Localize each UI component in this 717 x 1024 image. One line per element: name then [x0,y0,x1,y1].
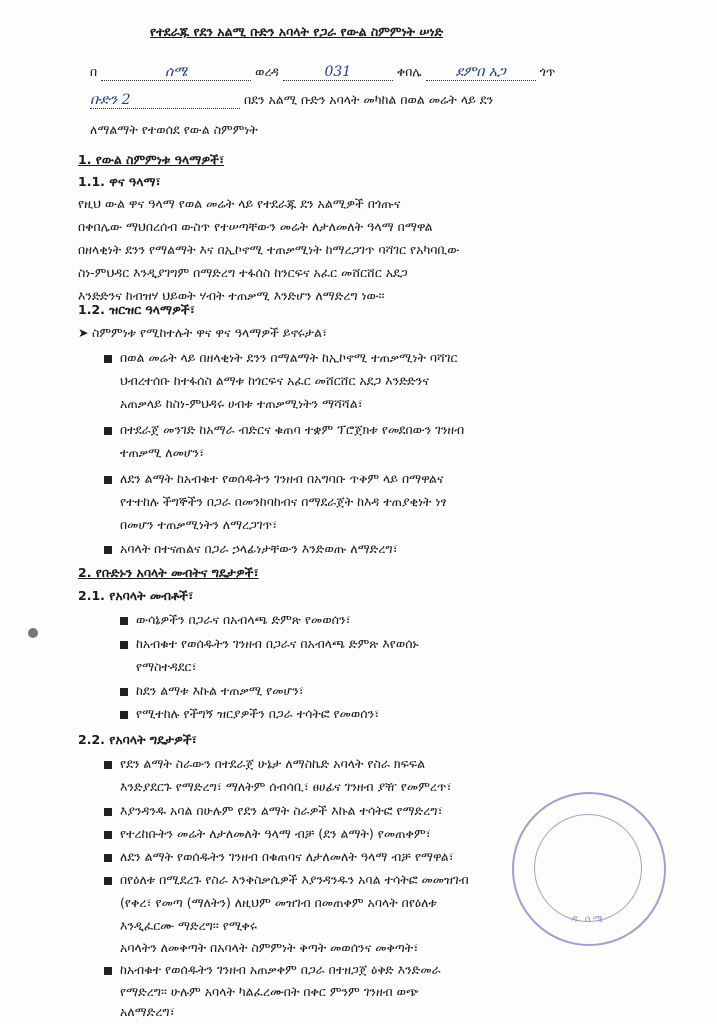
section-1-1-line: ስነ-ምህዳር እንዲያገግም በማድረግ ተፋሰስ ከንርፍና አፈር መሸርሸር አደጋ [78,265,408,280]
list-item: የደን ልማት ስራውን በተደራጀ ሁኔታ ለማስኬድ አባላት የስራ ክፍፍል [104,756,704,772]
section-1-1-heading: 1.1. ዋና ዓላማ፣ [78,174,161,189]
stamp-text: ዳ ሰሜ [571,914,605,925]
bullet-icon [120,641,128,649]
list-item: የተረከቡትን መሬት ለታለመለት ዓላማ ብቻ (ደን ልማት) የመጠቀም፣ [104,826,704,842]
list-item: እያንዳንዱ አባል በሁሉም የደን ልማት ስራዎች እኩል ተሳትፎ የማድረግ፣ [104,803,704,819]
section-1-1-line: በዘላቂነት ደንን የማልማት እና በኢኮኖሚ ተጠቃሚነት ከማረጋገጥ ባሻገር የአካባቢው [78,242,460,257]
bullet-icon [104,546,112,554]
header-prefix: በ [90,64,98,79]
bullet-icon [104,808,112,816]
list-item-continuation: አለማድረግ፣ [120,1004,175,1019]
section-2-1-heading: 2.1. የአባላት መብቶች፣ [78,588,194,603]
arrow-bullet-icon: ➤ [78,325,89,340]
document-title: የተደራጁ የደን አልሚ ቡድን አባላት የጋራ የውል ስምምነት ሠነድ [150,24,444,39]
section-1-2-heading: 1.2. ዝርዝር ዓላማዎች፣ [78,302,195,317]
bullet-icon [104,877,112,885]
list-item: በየዕለቱ በሚደረጉ የስራ እንቅስቃሴዎች እያንዳንዱን አባል ተሳትፎ መመዝገብ [104,872,704,888]
punch-hole-mark [28,628,38,638]
list-item: ለደን ልማት የወሰዱትን ገንዘብ በቁጠባና ለታለመለት ዓላማ ብቻ የማዋል፣ [104,849,704,865]
bullet-icon [120,688,128,696]
list-item-continuation: አባላትን ለመቅጣት በአባላት ስምምነት ቅጣት መወሰንና መቅጣት፣ [120,940,419,955]
list-item-continuation: ህብረተሰቡ ከተፋሰስ ልማቱ ከጎርፍና አፈር መሸርሸር አደጋ እንድድንና [120,373,429,388]
bullet-icon [104,854,112,862]
list-item: ለደን ልማት ከአብቁተ የወሰዱትን ገንዘብ በአግባቡ ጥቅም ላይ በማዋልና [104,471,704,487]
section-1-2-intro: ➤ ስምምነቱ የሚከተሉት ዋና ዋና ዓላማዎች ይኖሩታል፣ [78,325,328,340]
list-item: አባላት በተናጠልና በጋራ ኃላፊነታቸውን እንድወጡ ለማድረግ፣ [104,541,704,557]
list-item: ከአብቁተ የወሰዱትን ገንዘብ በጋራና በአብላጫ ድምጽ እየወሰኑ [120,636,700,652]
list-item-continuation: በመሆን ተጠቃሚነትን ለማረጋገጥ፣ [120,517,278,532]
list-item-continuation: አጠቃላይ ከስነ-ምህዳሩ ሀብቱ ተጠቃሚነትን ማሻሻል፣ [120,396,363,411]
list-item-continuation: እንዲፈርሙ ማድረግ፡፡ የሚቀሩ [120,918,257,933]
bullet-icon [104,761,112,769]
header-line-2-text: በደን አልሚ ቡድን አባላት መካከል በወል መሬት ላይ ደን [243,92,494,107]
list-item: በተደራጀ መንገድ ከአማራ ብድርና ቁጠባ ተቋም ፕሮጀክቱ የመደበውን ገንዘብ [104,422,704,438]
bullet-icon [104,476,112,484]
bullet-icon [104,427,112,435]
section-1-heading: 1. የውል ስምምነቱ ዓላማዎች፣ [78,152,225,167]
bullet-icon [104,967,112,975]
section-2-heading: 2. የቡድኑን አባላት መብትና ግዴታዎች፣ [78,565,259,580]
section-2-2-heading: 2.2. የአባላት ግዴታዎች፣ [78,732,197,747]
list-item-continuation: የተተከሉ ችግኞችን በጋራ በመንከባከብና በማደራጀት ከእዳ ተጠያቂነት ነፃ [120,494,447,509]
bullet-icon [120,617,128,625]
kebele-field: ደምበ አጋ [426,64,536,81]
woreda-label: ወረዳ [255,64,279,79]
bullet-icon [104,831,112,839]
section-1-1-line: እንድድንና ከብዝሃ ህይወት ሃብት ተጠቃሚ እንድሆን ለማድረግ ነው፡፡ [78,288,385,303]
zone-field: ሰሜ [101,64,251,81]
stamp-inner-ring [534,814,642,922]
list-item-continuation: የማድረግ፡፡ ሁሉም አባላት ካልፈረሙበት በቀር ምንም ገንዘብ ወጭ [120,984,419,999]
list-item-continuation: (የቀረ፣ የመጣ (ማለትን) ለዚህም መዝገብ በመጠቀም አባላት በየዕለቱ [120,895,437,910]
header-line-1 [90,64,710,81]
header-line-3: ለማልማት የተወሰደ የውል ስምምነት [90,122,258,137]
list-item: የሚተከሉ የችግኝ ዝርያዎችን በጋራ ተሳትፎ የመወሰን፣ [120,706,700,722]
list-item-continuation: የማስተዳደር፣ [136,659,197,674]
section-1-1-line: የዚህ ውል ዋና ዓላማ የወል መሬት ላይ የተደራጁ ደን አልሚዎች በጎጡና [78,196,401,211]
list-item: በወል መሬት ላይ በዘላቂነት ደንን በማልማት ከኢኮኖሚ ተጠቃሚነት ባሻገር [104,350,704,366]
section-1-1-line: በቀበሌው ማህበረሰብ ውስጥ የተሠጣቸውን መሬት ለታለመለት ዓላማ በማዋል [78,219,433,234]
woreda-field: 031 [283,64,393,81]
bullet-icon [120,711,128,719]
bullet-icon [104,355,112,363]
header-suffix: ጎጥ [539,64,556,79]
kebele-label: ቀበሌ [396,64,422,79]
group-field: ቡድን 2 [90,92,240,109]
list-item: ከአብቁተ የወሰዱትን ገንዘብ አጠቃቀም በጋራ በተዘጋጀ ዕቅድ እንድመራ [104,962,704,978]
list-item: ውሳኔዎችን በጋራና በአብላጫ ድምጽ የመወሰን፣ [120,612,700,628]
list-item: ከደን ልማቱ እኩል ተጠቃሚ የመሆን፣ [120,683,700,699]
list-item-continuation: ተጠቃሚ ለመሆን፣ [120,445,205,460]
header-line-2 [90,92,710,109]
list-item-continuation: እንድያደርጉ የማድረግ፣ ማለትም ሰብሳቢ፣ ፀሀፊና ገንዘብ ያዥ የመምረጥ፣ [120,779,452,794]
official-stamp [512,792,666,946]
